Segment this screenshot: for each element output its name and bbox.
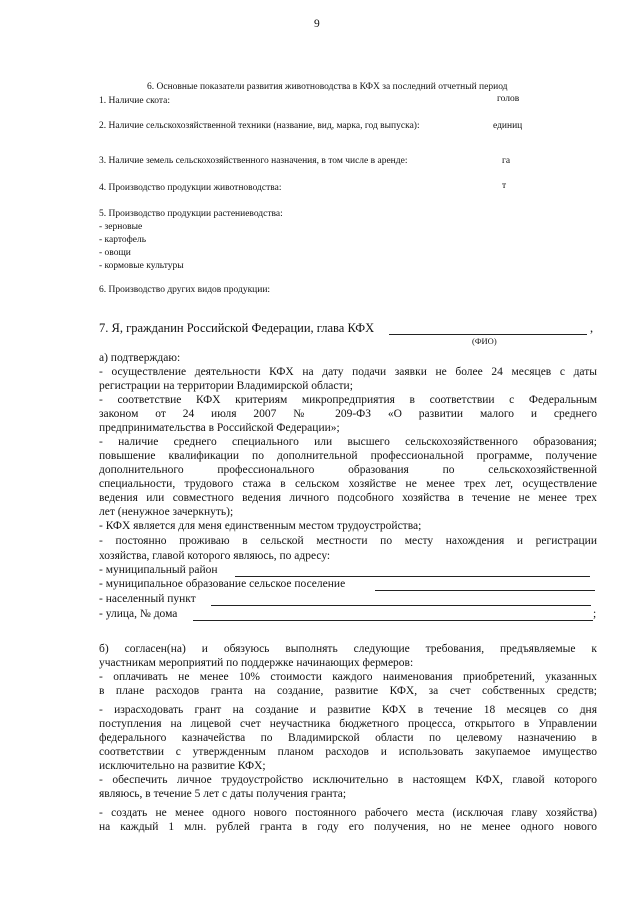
b-line: - создать не менее одного нового постоянного рабочего места (исключая главу хозяйства)	[99, 807, 597, 819]
b-line: на каждый 1 млн. рублей гранта в году его получения, но не менее одного нового	[99, 821, 597, 833]
item2-label: 2. Наличие сельскохозяйственной техники (название, вид, марка, год выпуска):	[99, 121, 420, 131]
a-line: - соответствие КФХ критериям микропредприятия в соответствии с Федеральным	[99, 394, 597, 406]
item5-list-item: - кормовые культуры	[99, 261, 184, 271]
b-line: участникам мероприятий по поддержке начинающих фермеров:	[99, 657, 414, 669]
address-street-label: - улица, № дома	[99, 608, 178, 620]
b-line: федерального казначейства по Владимирской области по целевому назначению в	[99, 732, 597, 744]
item5-list-item: - овощи	[99, 248, 131, 258]
item4-label: 4. Производство продукции животноводства:	[99, 183, 282, 193]
address-street-line[interactable]	[193, 620, 593, 621]
b-line: исключительно на развитие КФХ;	[99, 760, 266, 772]
a-line: - наличие среднего специального или высшего сельскохозяйственного образования;	[99, 436, 597, 448]
a-line: - осуществление деятельности КФХ на дату подачи заявки не более 24 месяцев с даты	[99, 366, 597, 378]
item5-list-item: - зерновые	[99, 222, 143, 232]
a-line: предпринимательства в Российской Федерации»;	[99, 422, 340, 434]
address-district-label: - муниципальный район	[99, 564, 218, 576]
b-line: - оплачивать не менее 10% стоимости каждого наименования приобретений, указанных	[99, 671, 597, 683]
a-line: повышение квалификации по дополнительной профессиональной программе, получение	[99, 450, 597, 462]
b-line: б) согласен(на) и обязуюсь выполнять следующие требования, предъявляемые к	[99, 643, 597, 655]
b-line: поступления на лицевой счет неучастника бюджетного процесса, открытого в Управлении	[99, 718, 597, 730]
item5-label: 5. Производство продукции растениеводства:	[99, 209, 283, 219]
a-line: специальности, трудового стажа в сельском хозяйстве не менее трех лет, осуществление	[99, 478, 597, 490]
b-line: соответствии с утвержденным планом расходов и использовать закупаемое имущество	[99, 746, 597, 758]
a-line: лет (ненужное зачеркнуть);	[99, 506, 234, 518]
fio-label: (ФИО)	[472, 336, 497, 346]
item4-unit: т	[502, 181, 507, 191]
item6-label: 6. Производство других видов продукции:	[99, 285, 271, 295]
address-locality-line[interactable]	[211, 605, 591, 606]
b-line: являюсь, в течение 5 лет с даты получения гранта;	[99, 788, 347, 800]
section6-title: 6. Основные показатели развития животноводства в КФХ за последний отчетный период	[147, 82, 508, 92]
item5-list-item: - картофель	[99, 235, 147, 245]
section7-heading: 7. Я, гражданин Российской Федерации, глава КФХ	[99, 321, 375, 335]
item3-unit: га	[502, 156, 511, 166]
street-semicolon: ;	[593, 608, 597, 620]
address-locality-label: - населенный пункт	[99, 593, 196, 605]
fio-line	[389, 334, 587, 335]
item1-unit: голов	[497, 94, 520, 104]
a-line: законом от 24 июля 2007 № 209-ФЗ «О развитии малого и среднего	[99, 408, 597, 420]
a-line: - постоянно проживаю в сельской местности по месту нахождения и регистрации	[99, 535, 597, 547]
page-number: 9	[314, 18, 320, 30]
heading-comma: ,	[590, 321, 594, 335]
b-line: в плане расходов гранта на создание, развитие КФХ, за счет собственных средств;	[99, 685, 597, 697]
a-line: хозяйства, главой которого являюсь, по адресу:	[99, 550, 331, 562]
b-line: - обеспечить личное трудоустройство исключительно в настоящем КФХ, главой которого	[99, 774, 597, 786]
a-line: - КФХ является для меня единственным местом трудоустройства;	[99, 520, 422, 532]
a-line: регистрации на территории Владимирской области;	[99, 380, 353, 392]
b-line: - израсходовать грант на создание и развитие КФХ в течение 18 месяцев со дня	[99, 704, 597, 716]
item1-label: 1. Наличие скота:	[99, 96, 171, 106]
item3-label: 3. Наличие земель сельскохозяйственного назначения, в том числе в аренде:	[99, 156, 408, 166]
address-settlement-label: - муниципальное образование сельское поселение	[99, 578, 346, 590]
address-settlement-line[interactable]	[375, 590, 595, 591]
address-district-line[interactable]	[235, 576, 590, 577]
item2-unit: единиц	[493, 121, 523, 131]
a-line: дополнительного профессионального образования по сельскохозяйственной	[99, 464, 597, 476]
a-line: ведения или совместного ведения личного подсобного хозяйства в течение не менее трех	[99, 492, 597, 504]
a-label: а) подтверждаю:	[99, 352, 181, 364]
